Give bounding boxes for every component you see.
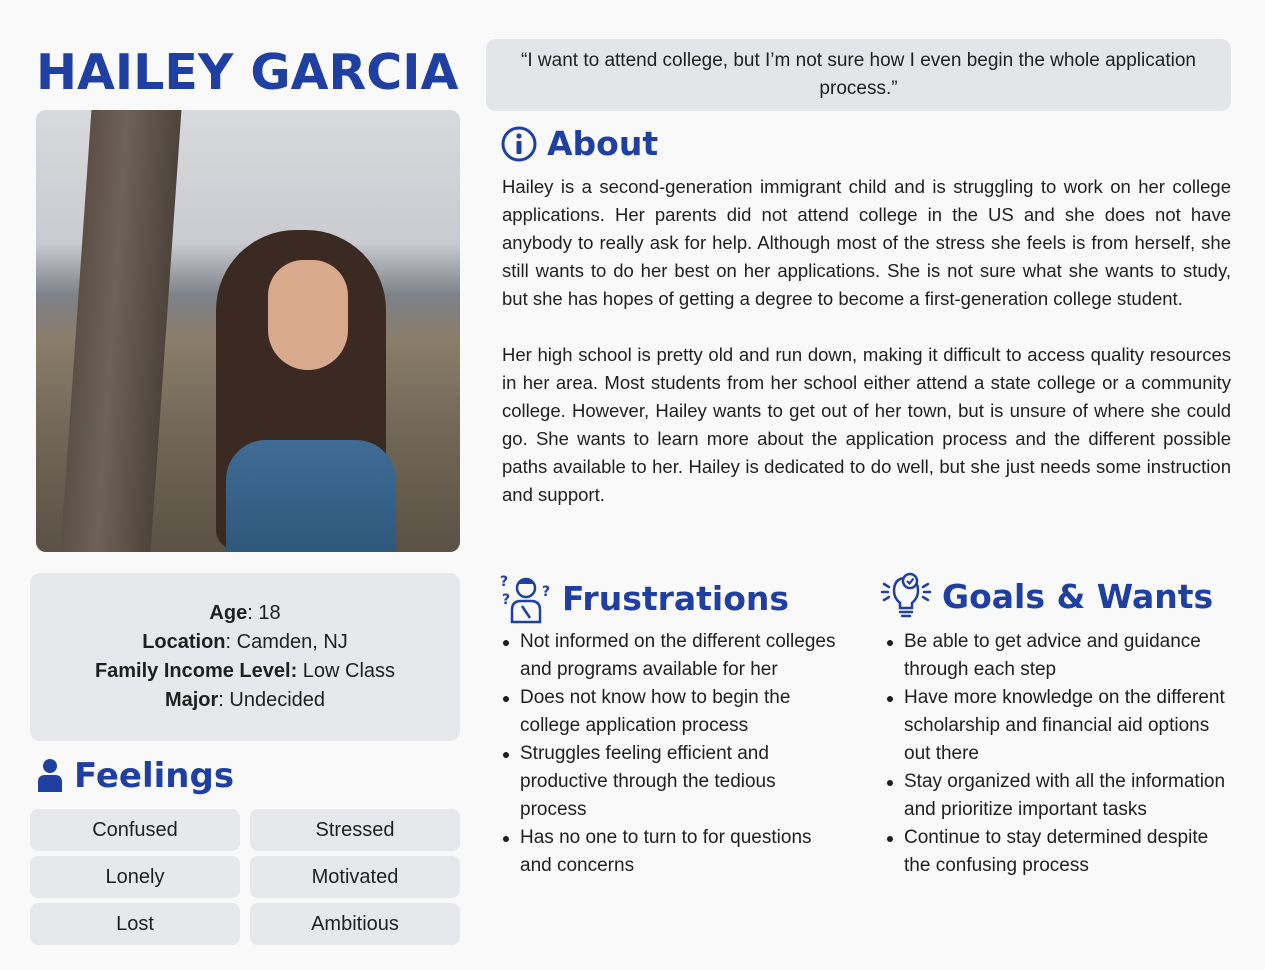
list-item: Continue to stay determined despite the confusing process: [886, 824, 1236, 880]
detail-income: Family Income Level: Low Class: [94, 660, 396, 682]
list-item: Stay organized with all the information and prioritize important tasks: [886, 768, 1236, 824]
detail-location: Location: Camden, NJ: [142, 631, 348, 653]
person-icon: [36, 758, 64, 794]
list-item: Not informed on the different colleges and programs available for her: [502, 628, 842, 684]
svg-text:?: ?: [542, 584, 551, 600]
about-paragraph: Hailey is a second-generation immigrant child and is struggling to work on her college applications. Her parents did not attend college in the US and she does not have anybody to really ask for help. Although most of the stress she feels is from herself, she still wants to do her best on her applications. She is not sure what she wants to study, but she has hopes of getting a degree to become a first-generation college student.: [502, 176, 1231, 309]
frustrations-title: Frustrations: [562, 578, 790, 618]
list-item: Has no one to turn to for questions and concerns: [502, 824, 842, 880]
goals-list: [886, 628, 1236, 880]
photo-jacket: [226, 440, 396, 552]
svg-text:?: ?: [502, 592, 511, 608]
feeling-pill: Stressed: [250, 809, 460, 851]
persona-photo: [36, 110, 460, 552]
feeling-pill: Motivated: [250, 856, 460, 898]
feelings-title: Feelings: [74, 756, 235, 796]
svg-text:?: ?: [500, 574, 509, 590]
feeling-pill: Lonely: [30, 856, 240, 898]
details-card: [30, 573, 460, 741]
list-item: Does not know how to begin the college application process: [502, 684, 842, 740]
goals-heading: [880, 570, 1213, 622]
feelings-heading: [36, 756, 234, 796]
about-paragraph: Her high school is pretty old and run down, making it difficult to access quality resources in her area. Most students from her school either attend a state college or a community college. However, Hailey wants to get out of her town, but is unsure of where she could go. She wants to learn more about the application process and the different possible paths available to her. Hailey is dedicated to do well, but she just needs some instruction and support.: [502, 344, 1231, 505]
list-item: Have more knowledge on the different scholarship and financial aid options out there: [886, 684, 1236, 768]
confused-person-icon: [500, 572, 552, 624]
about-title: About: [547, 124, 659, 163]
list-item: Be able to get advice and guidance through each step: [886, 628, 1236, 684]
goals-title: Goals & Wants: [942, 576, 1214, 616]
feeling-pill: Confused: [30, 809, 240, 851]
lightbulb-icon: [880, 570, 932, 622]
about-body: [502, 173, 1231, 509]
list-item: Struggles feeling efficient and productive through the tedious process: [502, 740, 842, 824]
feeling-pill: Lost: [30, 903, 240, 945]
frustrations-list: [502, 628, 842, 880]
detail-age: Age: 18: [209, 602, 281, 624]
about-heading: [501, 124, 658, 163]
persona-name: HAILEY GARCIA: [36, 44, 459, 101]
frustrations-heading: [500, 572, 789, 624]
photo-tree: [61, 110, 182, 552]
persona-quote: “I want to attend college, but I’m not sure how I even begin the whole application process.”: [486, 39, 1231, 111]
info-icon: [501, 126, 537, 162]
photo-face: [268, 260, 348, 370]
detail-major: Major: Undecided: [164, 689, 326, 711]
feeling-pill: Ambitious: [250, 903, 460, 945]
